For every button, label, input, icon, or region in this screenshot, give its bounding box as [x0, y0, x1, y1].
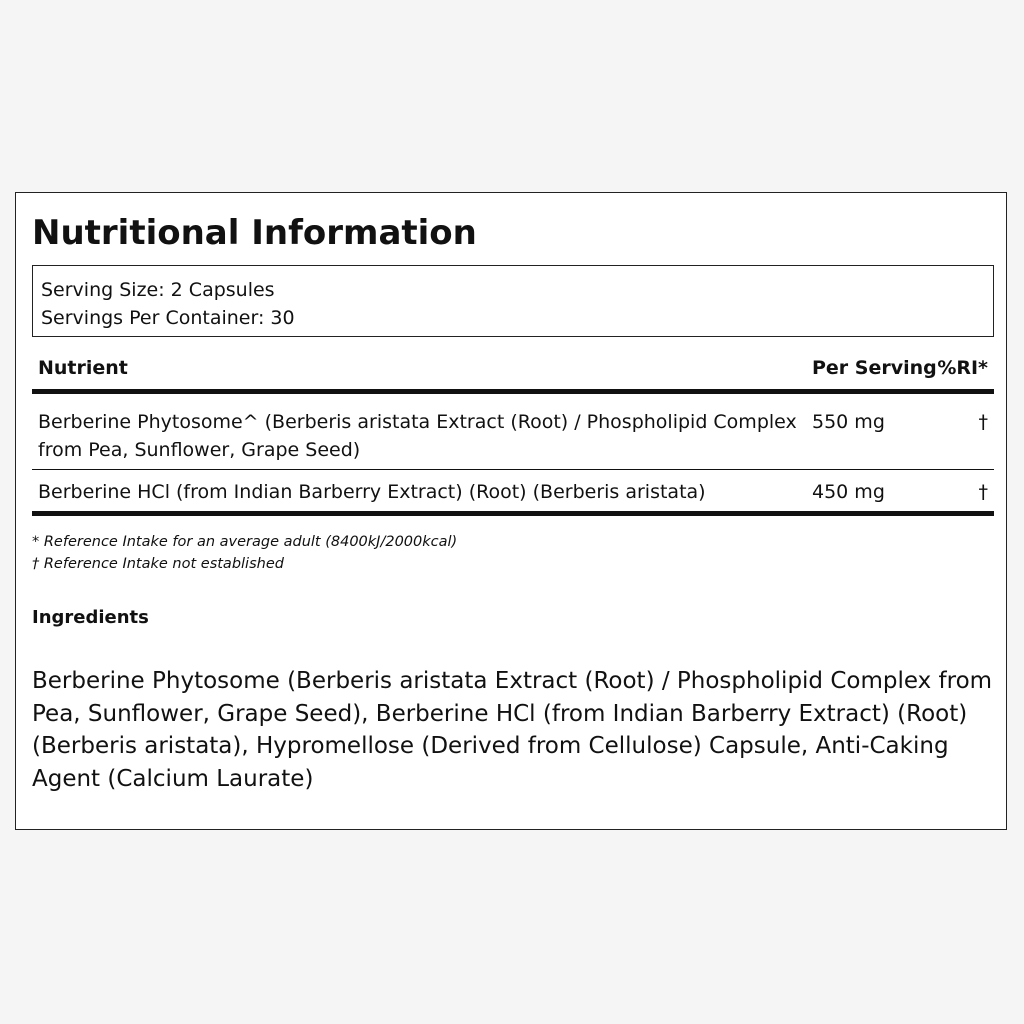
row-nutrient: Berberine Phytosome^ (Berberis aristata Extract (Root) / Phospholipid Complex from Pea, Sunflower, Grape Seed)	[38, 411, 797, 461]
nutrient-table	[32, 351, 994, 516]
row-per-serving: 550 mg	[812, 411, 885, 433]
table-row	[32, 470, 994, 516]
row-ri: †	[978, 411, 988, 433]
serving-size: Serving Size: 2 Capsules	[41, 279, 275, 301]
table-row	[32, 394, 994, 470]
table-header	[32, 351, 994, 394]
header-nutrient: Nutrient	[38, 357, 128, 379]
serving-info-box	[32, 265, 994, 337]
ingredients-heading: Ingredients	[32, 607, 149, 628]
panel-title: Nutritional Information	[32, 213, 477, 253]
footnotes	[32, 531, 457, 575]
footnote-not-established: † Reference Intake not established	[32, 556, 284, 572]
nutrition-panel	[15, 192, 1007, 830]
header-per-serving: Per Serving	[812, 357, 937, 379]
row-nutrient: Berberine HCl (from Indian Barberry Extract) (Root) (Berberis aristata)	[38, 481, 706, 503]
footnote-ri: * Reference Intake for an average adult (8400kJ/2000kcal)	[32, 534, 458, 550]
header-ri: %RI*	[937, 357, 988, 379]
row-ri: †	[978, 481, 988, 503]
row-per-serving: 450 mg	[812, 481, 885, 503]
servings-per-container: Servings Per Container: 30	[41, 307, 295, 329]
ingredients-text: Berberine Phytosome (Berberis aristata Extract (Root) / Phospholipid Complex from Pea, Sunflower, Grape Seed), Berberine HCl (from Indian Barberry Extract) (Root) (Berberis aristata), Hypromellose (Derived from Cellulose) Capsule, Anti-Caking Agent (Calcium Laurate)	[32, 668, 993, 792]
